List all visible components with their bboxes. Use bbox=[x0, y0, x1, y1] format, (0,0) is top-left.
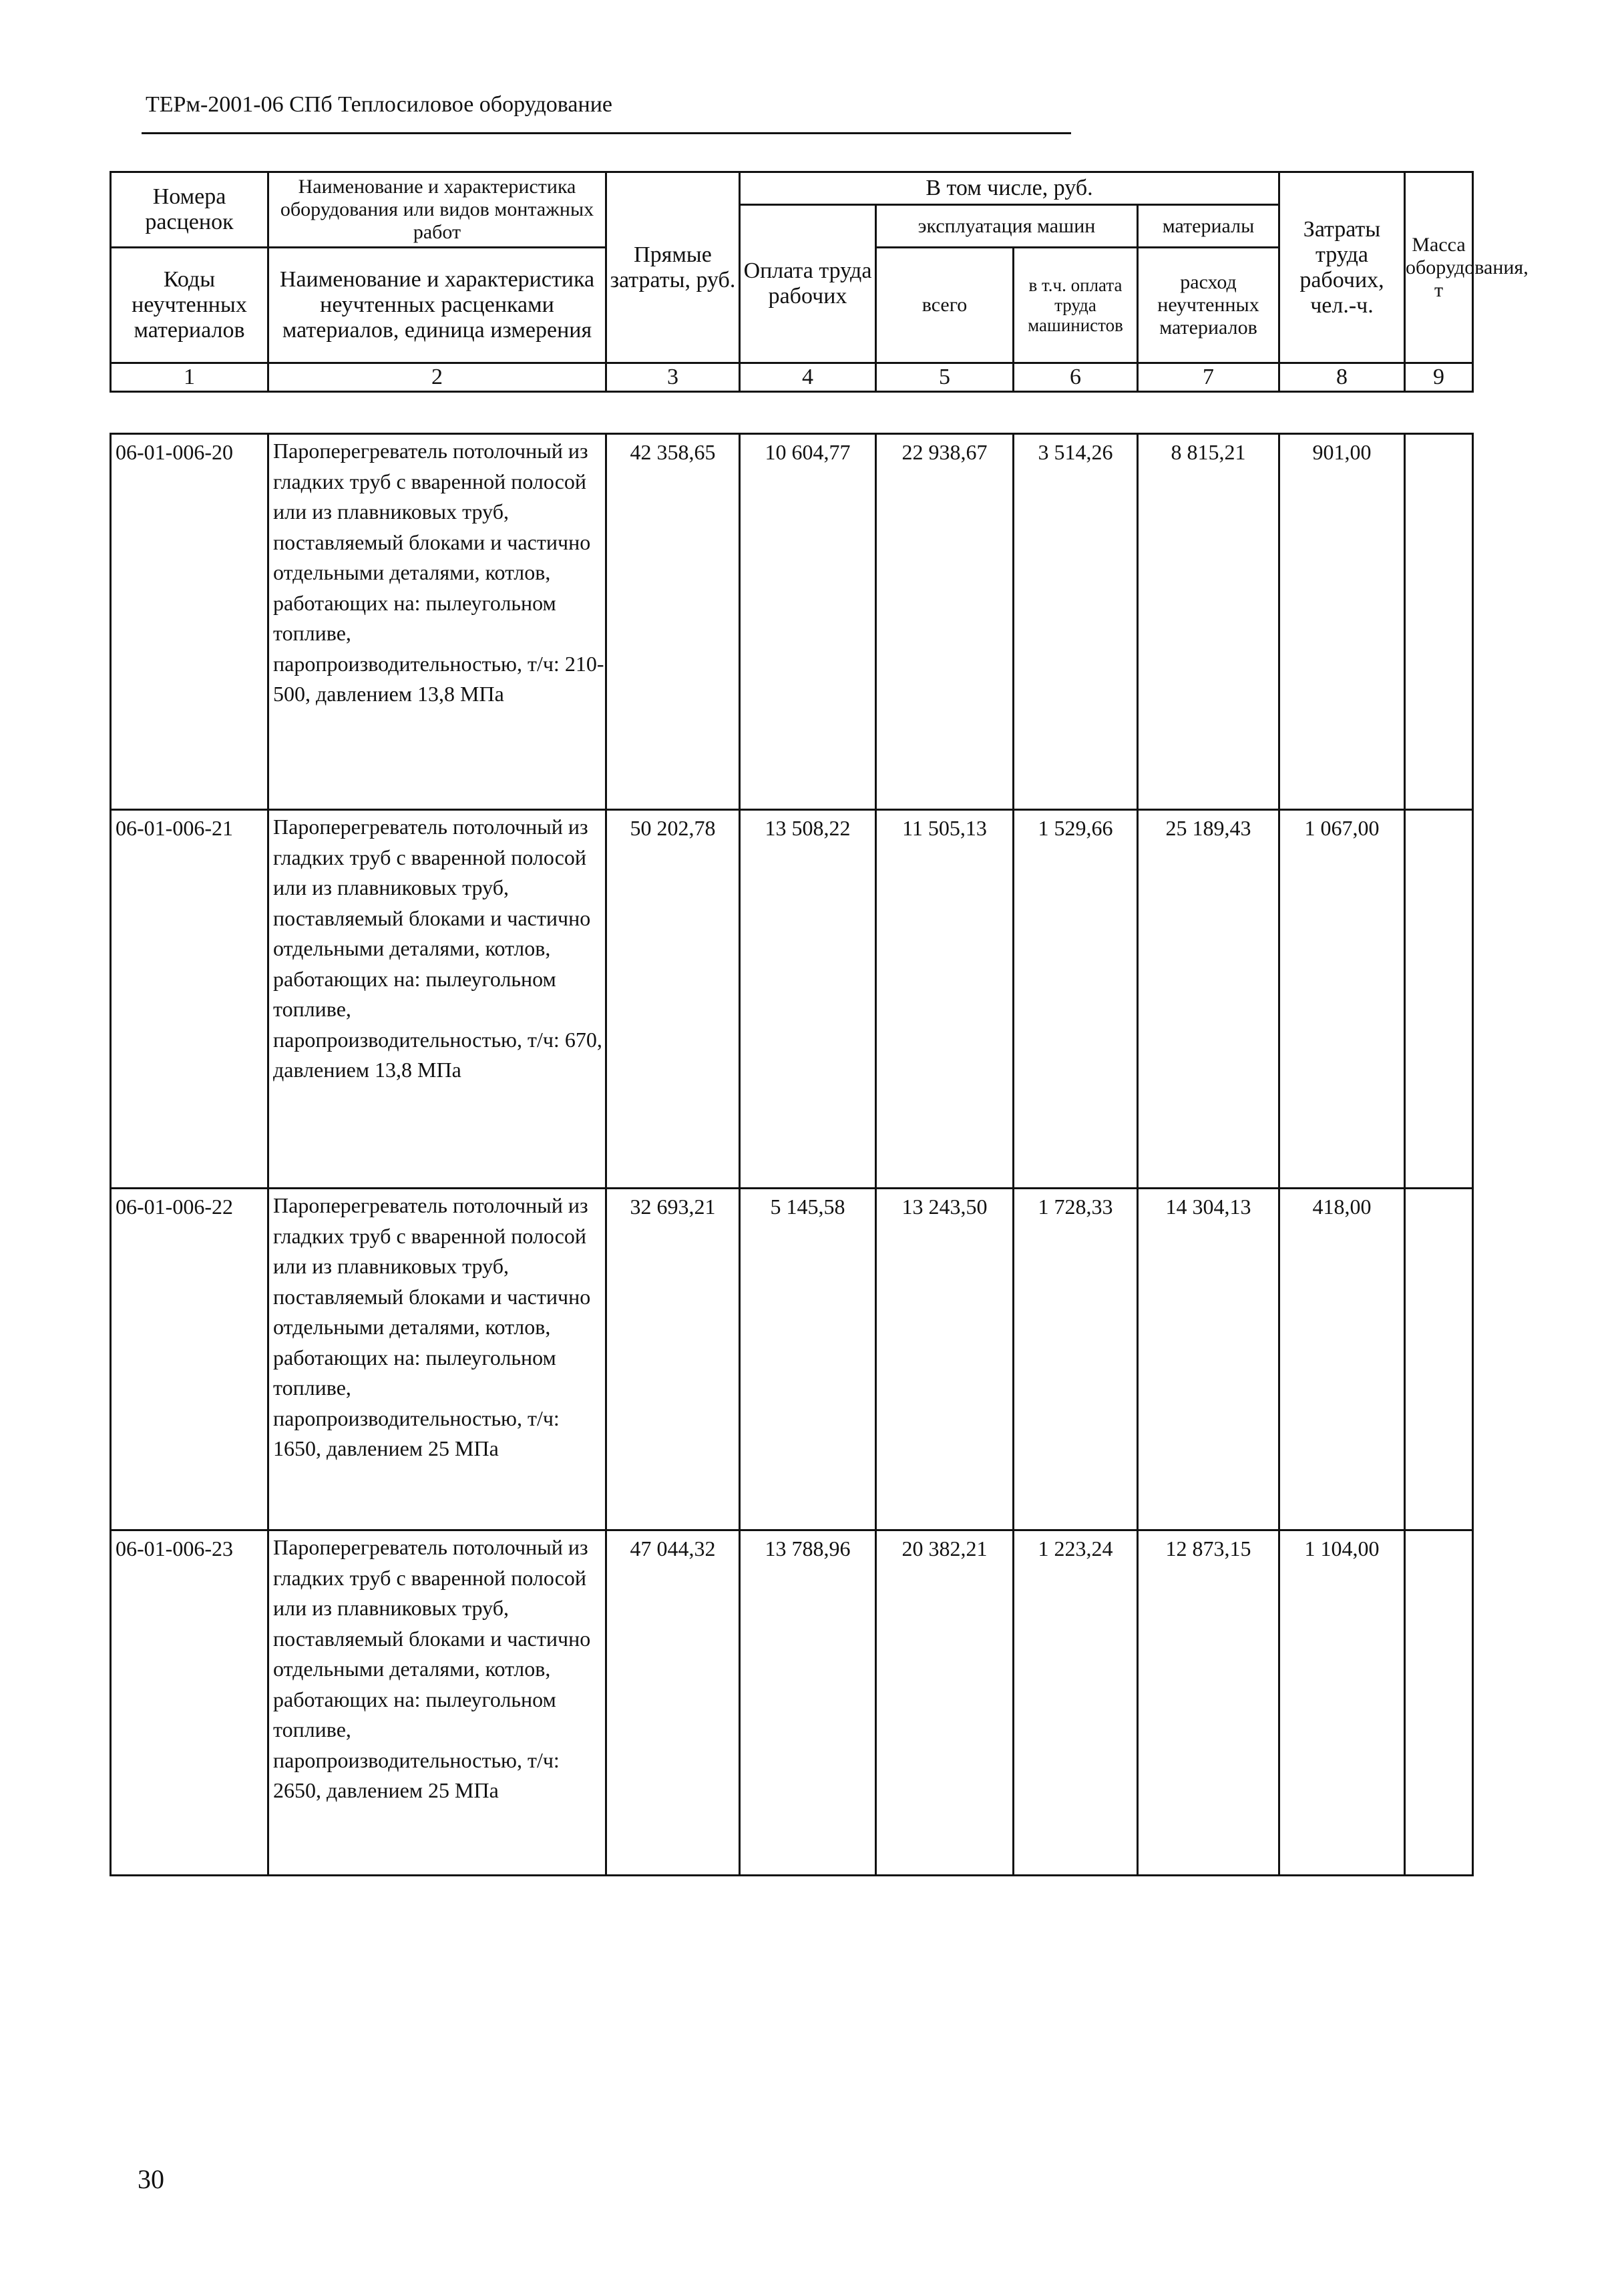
materials-value: 12 873,15 bbox=[1138, 1530, 1279, 1876]
rate-code: 06-01-006-20 bbox=[111, 434, 268, 810]
header-rule bbox=[142, 132, 1071, 134]
labor-pay-value: 13 508,22 bbox=[740, 810, 876, 1189]
machines-total-value: 13 243,50 bbox=[876, 1189, 1014, 1530]
running-header: ТЕРм-2001-06 СПб Теплосиловое оборудование bbox=[146, 92, 612, 117]
direct-costs-value: 47 044,32 bbox=[606, 1530, 740, 1876]
rate-code: 06-01-006-23 bbox=[111, 1530, 268, 1876]
labor-hours-value: 901,00 bbox=[1279, 434, 1405, 810]
rates-table bbox=[110, 433, 1474, 1876]
materials-value: 8 815,21 bbox=[1138, 434, 1279, 810]
column-number: 5 bbox=[876, 363, 1014, 392]
materials-value: 14 304,13 bbox=[1138, 1189, 1279, 1530]
header-materials-group: материалы bbox=[1138, 205, 1279, 248]
header-work-name: Наименование и характеристика оборудования или видов монтажных работ bbox=[268, 172, 606, 248]
machinists-pay-value: 3 514,26 bbox=[1014, 434, 1138, 810]
machinists-pay-value: 1 529,66 bbox=[1014, 810, 1138, 1189]
header-unaccounted-codes: Коды неучтенных материалов bbox=[111, 248, 268, 363]
mass-value bbox=[1405, 1530, 1473, 1876]
header-machines-total: всего bbox=[876, 248, 1014, 363]
labor-pay-value: 5 145,58 bbox=[740, 1189, 876, 1530]
labor-hours-value: 1 067,00 bbox=[1279, 810, 1405, 1189]
table-row bbox=[111, 1530, 1473, 1876]
rate-description: Пароперегреватель потолочный из гладких труб с вваренной полосой или из плавниковых труб, поставляемый блоками и частично отдельными деталями, котлов, работающих на: пылеугольном топливе, паропроизводительностью, т/ч: 210-500, давлением 13,8 МПа bbox=[268, 434, 606, 810]
column-number: 9 bbox=[1405, 363, 1473, 392]
rate-description: Пароперегреватель потолочный из гладких труб с вваренной полосой или из плавниковых труб, поставляемый блоками и частично отдельными деталями, котлов, работающих на: пылеугольном топливе, паропроизводительностью, т/ч: 1650, давлением 25 МПа bbox=[268, 1189, 606, 1530]
table-row bbox=[111, 1189, 1473, 1530]
rate-description: Пароперегреватель потолочный из гладких труб с вваренной полосой или из плавниковых труб, поставляемый блоками и частично отдельными деталями, котлов, работающих на: пылеугольном топливе, паропроизводительностью, т/ч: 670, давлением 13,8 МПа bbox=[268, 810, 606, 1189]
mass-value bbox=[1405, 1189, 1473, 1530]
labor-hours-value: 1 104,00 bbox=[1279, 1530, 1405, 1876]
table-header bbox=[110, 171, 1529, 393]
column-number: 6 bbox=[1014, 363, 1138, 392]
machinists-pay-value: 1 223,24 bbox=[1014, 1530, 1138, 1876]
rate-description: Пароперегреватель потолочный из гладких труб с вваренной полосой или из плавниковых труб, поставляемый блоками и частично отдельными деталями, котлов, работающих на: пылеугольном топливе, паропроизводительностью, т/ч: 2650, давлением 25 МПа bbox=[268, 1530, 606, 1876]
column-number: 2 bbox=[268, 363, 606, 392]
direct-costs-value: 42 358,65 bbox=[606, 434, 740, 810]
header-materials-consumption: расход неучтенных материалов bbox=[1138, 248, 1279, 363]
materials-value: 25 189,43 bbox=[1138, 810, 1279, 1189]
labor-pay-value: 10 604,77 bbox=[740, 434, 876, 810]
machinists-pay-value: 1 728,33 bbox=[1014, 1189, 1138, 1530]
machines-total-value: 11 505,13 bbox=[876, 810, 1014, 1189]
page-number: 30 bbox=[138, 2164, 164, 2194]
header-rate-numbers: Номера расценок bbox=[111, 172, 268, 248]
column-number: 3 bbox=[606, 363, 740, 392]
header-direct-costs: Прямые затраты, руб. bbox=[606, 172, 740, 363]
header-machinists-pay: в т.ч. оплата труда машинистов bbox=[1014, 248, 1138, 363]
column-number: 4 bbox=[740, 363, 876, 392]
mass-value bbox=[1405, 434, 1473, 810]
direct-costs-value: 50 202,78 bbox=[606, 810, 740, 1189]
table-row bbox=[111, 434, 1473, 810]
labor-hours-value: 418,00 bbox=[1279, 1189, 1405, 1530]
header-machines-group: эксплуатация машин bbox=[876, 205, 1138, 248]
header-unaccounted-materials: Наименование и характеристика неучтенных расценками материалов, единица измерения bbox=[268, 248, 606, 363]
header-labor-pay: Оплата труда рабочих bbox=[740, 205, 876, 363]
header-equipment-mass: Масса оборудования, т bbox=[1405, 172, 1473, 363]
machines-total-value: 20 382,21 bbox=[876, 1530, 1014, 1876]
direct-costs-value: 32 693,21 bbox=[606, 1189, 740, 1530]
header-including-group: В том числе, руб. bbox=[740, 172, 1279, 205]
column-number: 1 bbox=[111, 363, 268, 392]
labor-pay-value: 13 788,96 bbox=[740, 1530, 876, 1876]
rate-code: 06-01-006-21 bbox=[111, 810, 268, 1189]
column-number: 7 bbox=[1138, 363, 1279, 392]
mass-value bbox=[1405, 810, 1473, 1189]
table-row bbox=[111, 810, 1473, 1189]
header-labor-hours: Затраты труда рабочих, чел.-ч. bbox=[1279, 172, 1405, 363]
column-number: 8 bbox=[1279, 363, 1405, 392]
machines-total-value: 22 938,67 bbox=[876, 434, 1014, 810]
rate-code: 06-01-006-22 bbox=[111, 1189, 268, 1530]
